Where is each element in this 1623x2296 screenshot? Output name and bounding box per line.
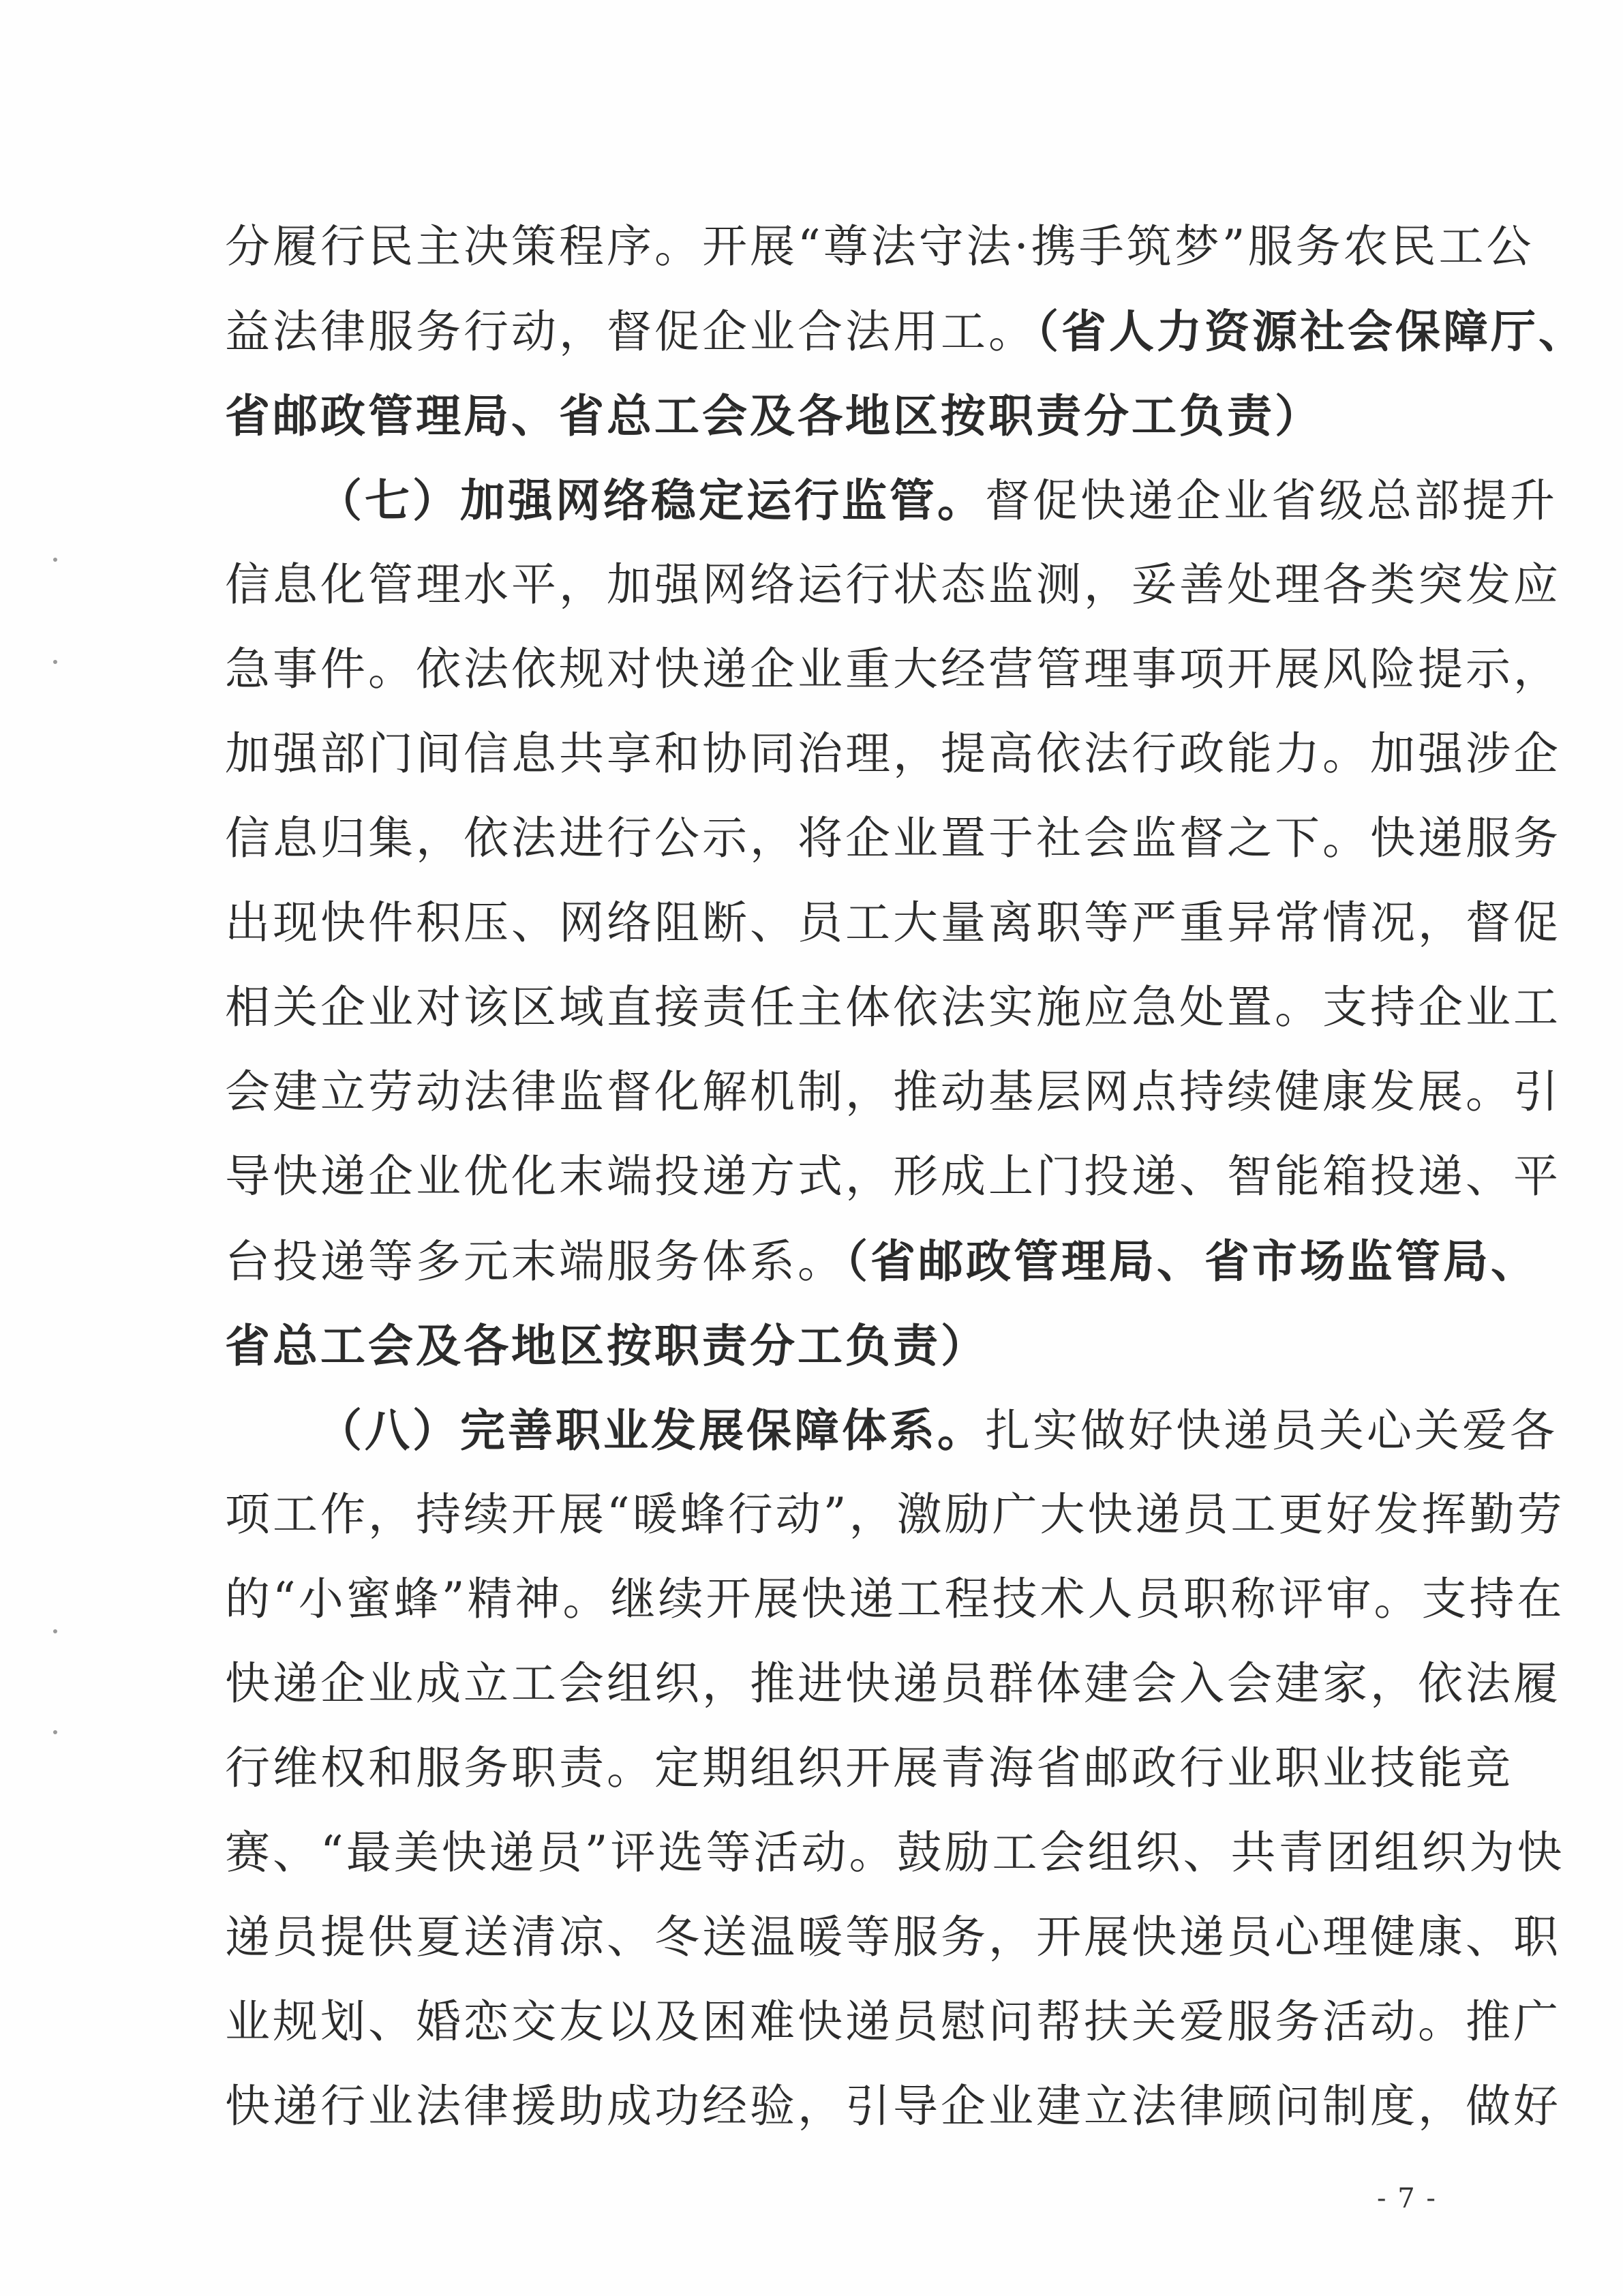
section-heading-7: （七）加强网络稳定运行监管。 bbox=[317, 474, 985, 527]
text-line: 业规划、婚恋交友以及困难快递员慰问帮扶关爱服务活动。推广 bbox=[225, 1995, 1561, 2048]
text-line: 会建立劳动法律监督化解机制，推动基层网点持续健康发展。引 bbox=[225, 1066, 1561, 1118]
text-line: 信息化管理水平，加强网络运行状态监测，妥善处理各类突发应 bbox=[225, 558, 1561, 611]
scan-artifact-dot bbox=[53, 1730, 57, 1734]
text-segment: 督促快递企业省级总部提升 bbox=[985, 474, 1558, 527]
text-segment: 台投递等多元末端服务体系。 bbox=[225, 1235, 845, 1288]
section-7-first-line bbox=[225, 458, 1558, 543]
text-line: 快递行业法律援助成功经验，引导企业建立法律顾问制度，做好 bbox=[225, 2080, 1561, 2132]
section-8-first-line bbox=[225, 1388, 1558, 1472]
scan-artifact-dot bbox=[53, 1629, 57, 1633]
text-line: 相关企业对该区域直接责任主体依法实施应急处置。支持企业工 bbox=[225, 981, 1561, 1033]
responsible-departments: 省邮政管理局、省总工会及各地区按职责分工负责） bbox=[225, 389, 1322, 442]
text-line: 递员提供夏送清凉、冬送温暖等服务，开展快递员心理健康、职 bbox=[225, 1911, 1561, 1963]
text-line: 的“小蜜蜂”精神。继续开展快递工程技术人员职称评审。支持在 bbox=[225, 1573, 1565, 1625]
text-line: 信息归集，依法进行公示，将企业置于社会监督之下。快递服务 bbox=[225, 812, 1561, 864]
scan-artifact-dot bbox=[53, 660, 57, 664]
text-line: 项工作，持续开展“暖蜂行动”，激励广大快递员工更好发挥勤劳 bbox=[225, 1488, 1565, 1541]
text-segment: 益法律服务行动，督促企业合法用工。 bbox=[225, 305, 1036, 358]
text-line: 加强部门间信息共享和协同治理，提高依法行政能力。加强涉企 bbox=[225, 727, 1561, 780]
text-line bbox=[225, 289, 1586, 374]
text-line: 出现快件积压、网络阻断、员工大量离职等严重异常情况，督促 bbox=[225, 896, 1561, 949]
text-line: 急事件。依法依规对快递企业重大经营管理事项开展风险提示， bbox=[225, 643, 1561, 695]
text-line: 分履行民主决策程序。开展“尊法守法·携手筑梦”服务农民工公 bbox=[225, 220, 1534, 273]
text-line bbox=[225, 1219, 1538, 1303]
text-line: 快递企业成立工会组织，推进快递员群体建会入会建家，依法履 bbox=[225, 1657, 1561, 1710]
responsible-departments: （省人力资源社会保障厅、 bbox=[1036, 305, 1586, 358]
text-segment: 扎实做好快递员关心关爱各 bbox=[985, 1404, 1558, 1457]
page-number: - 7 - bbox=[1377, 2183, 1437, 2214]
body-text bbox=[225, 205, 1586, 2149]
text-line: 赛、“最美快递员”评选等活动。鼓励工会组织、共青团组织为快 bbox=[225, 1826, 1565, 1879]
responsible-departments: （省邮政管理局、省市场监管局、 bbox=[845, 1235, 1538, 1288]
text-line: 行维权和服务职责。定期组织开展青海省邮政行业职业技能竞 bbox=[225, 1742, 1513, 1794]
responsible-departments: 省总工会及各地区按职责分工负责） bbox=[225, 1319, 988, 1372]
section-heading-8: （八）完善职业发展保障体系。 bbox=[317, 1404, 985, 1457]
scan-artifact-dot bbox=[53, 558, 57, 562]
text-line: 导快递企业优化末端投递方式，形成上门投递、智能箱投递、平 bbox=[225, 1150, 1561, 1203]
